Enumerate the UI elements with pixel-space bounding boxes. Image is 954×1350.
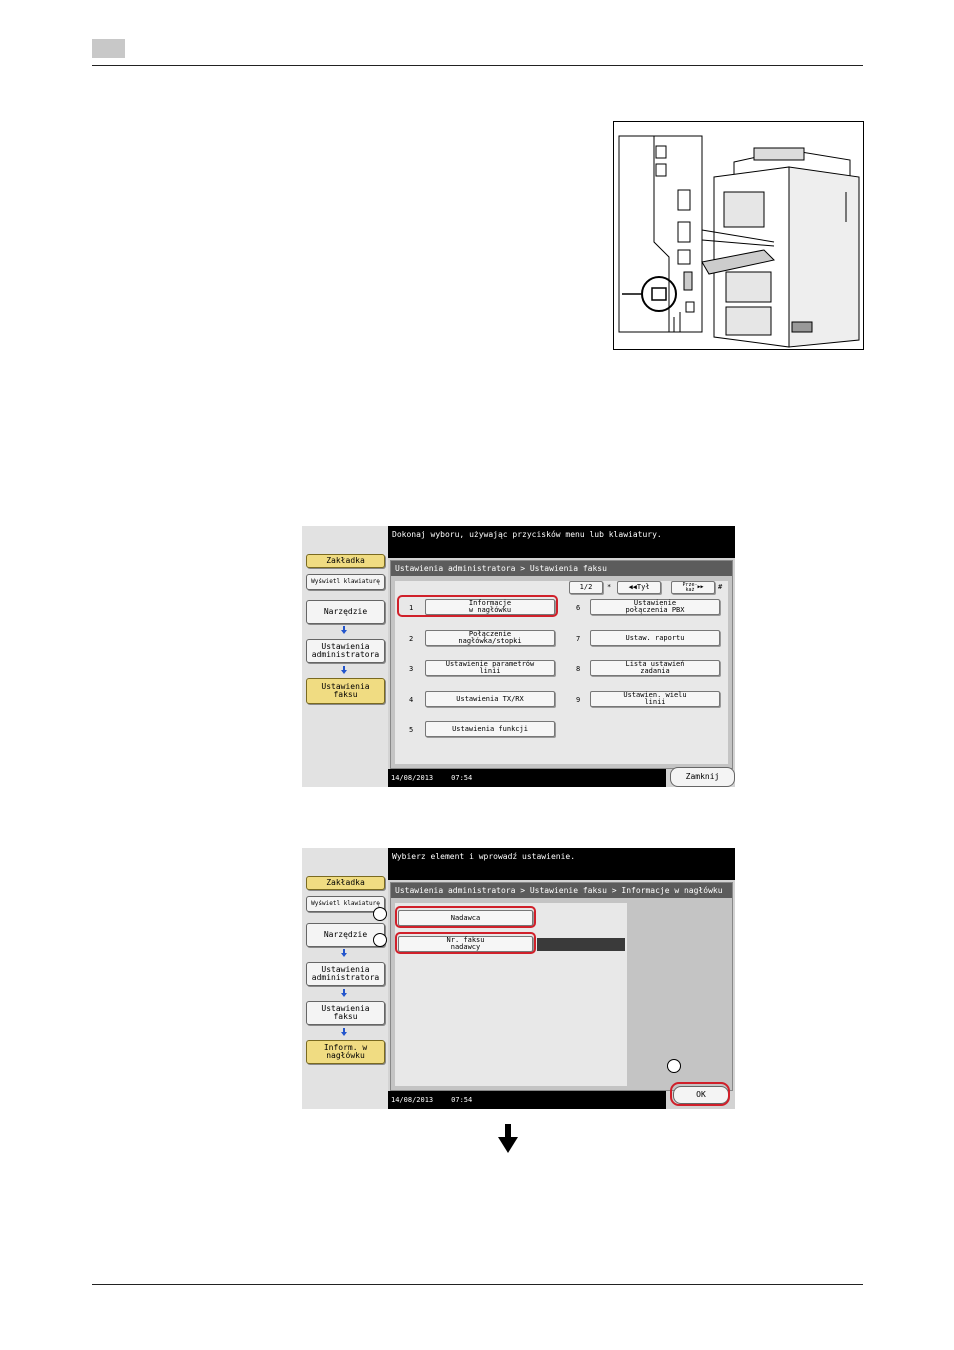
multi-line-settings-button[interactable]: Ustawien. wielu linii	[590, 691, 720, 707]
header-info-screen	[302, 848, 735, 1109]
item-number: 5	[409, 726, 414, 734]
forward-label: Prze- każ	[682, 581, 698, 593]
date-label: 14/08/2013	[391, 774, 434, 782]
show-keyboard-button[interactable]: Wyświetl klawiaturę	[306, 896, 385, 912]
instruction-message: Wybierz element i wprowadź ustawienie.	[388, 848, 735, 880]
tx-rx-settings-button[interactable]: Ustawienia TX/RX	[425, 691, 555, 707]
menu-area	[395, 581, 728, 764]
back-label: Tył	[636, 583, 650, 591]
job-settings-list-button[interactable]: Lista ustawień zadania	[590, 660, 720, 676]
hash-key-label: #	[718, 583, 723, 591]
callout-marker	[373, 907, 387, 921]
printer-port-illustration	[613, 121, 864, 350]
status-bar	[388, 769, 666, 787]
highlight-ring	[395, 906, 536, 928]
settings-list	[395, 903, 627, 1086]
star-key-label: *	[607, 583, 612, 591]
close-button[interactable]: Zamknij	[670, 767, 735, 787]
utility-button[interactable]: Narzędzie	[306, 923, 385, 947]
sender-button[interactable]: Nadawca	[398, 910, 533, 926]
pbx-connection-button[interactable]: Ustawienie połączenia PBX	[590, 599, 720, 615]
down-arrow-icon	[341, 949, 347, 957]
item-number: 2	[409, 635, 414, 643]
left-nav-panel	[302, 848, 388, 1109]
back-button[interactable]	[617, 581, 661, 594]
double-left-arrow-icon: ◀◀	[628, 583, 637, 591]
callout-marker	[373, 933, 387, 947]
time-label: 07:54	[451, 1096, 473, 1104]
ok-button[interactable]: OK	[673, 1086, 729, 1104]
highlight-ring	[395, 932, 536, 954]
header-rule	[92, 65, 863, 66]
item-number: 3	[409, 665, 414, 673]
function-settings-button[interactable]: Ustawienia funkcji	[425, 721, 555, 737]
down-arrow-icon	[341, 626, 347, 634]
breadcrumb: Ustawienia administratora > Ustawienia faksu	[391, 561, 732, 576]
down-arrow-icon	[341, 666, 347, 674]
header-info-button[interactable]: Informacje w nagłówku	[425, 599, 555, 615]
admin-settings-button[interactable]: Ustawienia administratora	[306, 639, 385, 663]
forward-button[interactable]	[671, 581, 715, 594]
item-number: 1	[409, 604, 414, 612]
main-content	[390, 882, 733, 1091]
item-number: 8	[576, 665, 581, 673]
date-label: 14/08/2013	[391, 1096, 434, 1104]
header-info-nav-button[interactable]: Inform. w nagłówku	[306, 1040, 385, 1064]
item-number: 6	[576, 604, 581, 612]
item-number: 4	[409, 696, 414, 704]
page-indicator: 1/2	[569, 581, 603, 594]
down-arrow-icon	[341, 989, 347, 997]
item-number: 9	[576, 696, 581, 704]
instruction-message: Dokonaj wyboru, używając przycisków menu lub klawiatury.	[388, 526, 735, 558]
time-label: 07:54	[451, 774, 473, 782]
printer-drawing	[614, 122, 863, 349]
admin-settings-button[interactable]: Ustawienia administratora	[306, 962, 385, 986]
fax-settings-screen	[302, 526, 735, 787]
footer-rule	[92, 1284, 863, 1285]
line-params-button[interactable]: Ustawienie parametrów linii	[425, 660, 555, 676]
sender-fax-number-button[interactable]: Nr. faksu nadawcy	[398, 936, 533, 952]
report-settings-button[interactable]: Ustaw. raportu	[590, 630, 720, 646]
fax-number-value-field	[537, 938, 625, 951]
status-bar	[388, 1091, 666, 1109]
callout-marker	[667, 1059, 681, 1073]
utility-button[interactable]: Narzędzie	[306, 600, 385, 624]
bookmark-button[interactable]: Zakładka	[306, 876, 385, 890]
bookmark-button[interactable]: Zakładka	[306, 554, 385, 568]
down-arrow-icon	[498, 1124, 518, 1153]
item-number: 7	[576, 635, 581, 643]
fax-settings-button[interactable]: Ustawienia faksu	[306, 678, 385, 704]
show-keyboard-button[interactable]: Wyświetl klawiaturę	[306, 574, 385, 590]
highlight-ring	[397, 595, 558, 617]
header-footer-button[interactable]: Połączenie nagłówka/stopki	[425, 630, 555, 646]
double-right-arrow-icon: ▶▶	[697, 584, 704, 590]
highlight-ring	[670, 1082, 730, 1106]
main-content	[390, 560, 733, 769]
left-nav-panel	[302, 526, 388, 787]
breadcrumb: Ustawienia administratora > Ustawienie faksu > Informacje w nagłówku	[391, 883, 732, 898]
down-arrow-icon	[341, 1028, 347, 1036]
chapter-number-box	[92, 39, 125, 58]
fax-settings-button[interactable]: Ustawienia faksu	[306, 1001, 385, 1025]
